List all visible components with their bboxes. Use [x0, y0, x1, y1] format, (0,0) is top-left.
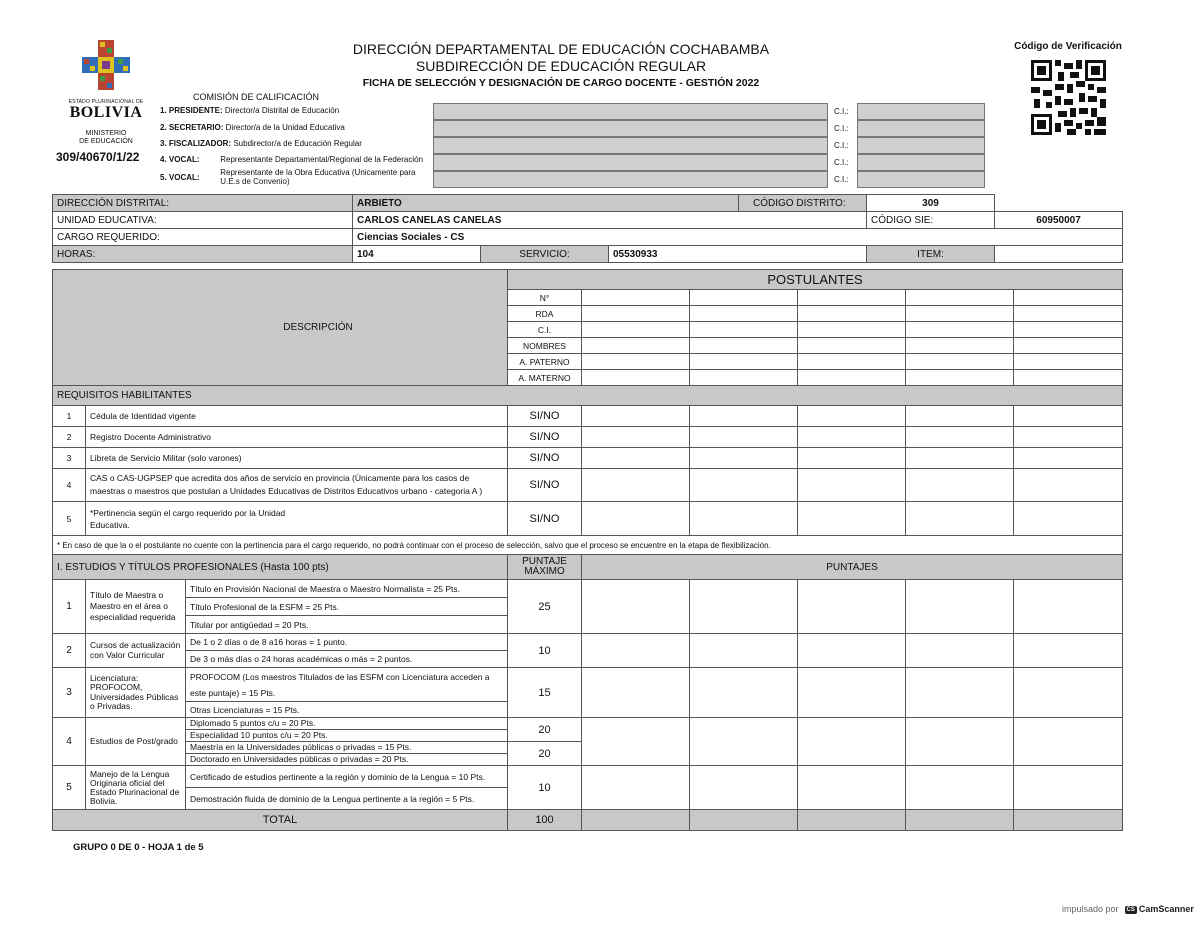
estudio-item: Título Profesional de la ESFM = 25 Pts.	[186, 598, 508, 616]
req-text: *Pertinencia según el cargo requerido por la Unidad Educativa.	[86, 502, 508, 536]
estudio-name: Título de Maestra o Maestro en el área o especialidad requerida	[86, 580, 186, 634]
cell[interactable]	[690, 469, 798, 502]
cell[interactable]	[906, 766, 1014, 810]
cell[interactable]	[1014, 354, 1123, 370]
total-cell[interactable]	[798, 810, 906, 831]
cell[interactable]	[690, 718, 798, 766]
cell[interactable]	[582, 370, 690, 386]
estudio-max: 20	[508, 742, 582, 766]
cell[interactable]	[690, 668, 798, 718]
member-1-name-field[interactable]	[433, 103, 828, 120]
cell[interactable]	[1014, 448, 1123, 469]
camscanner-name: CamScanner	[1138, 904, 1194, 914]
cell[interactable]	[690, 306, 798, 322]
ci-label: C.I.:	[834, 141, 849, 150]
estudio-item: Otras Licenciaturas = 15 Pts.	[186, 702, 508, 718]
cell[interactable]	[1014, 766, 1123, 810]
form-title: FICHA DE SELECCIÓN Y DESIGNACIÓN DE CARGO DOCENTE - GESTIÓN 2022	[362, 77, 760, 89]
ci-label: C.I.:	[834, 124, 849, 133]
impulsado-text: impulsado por	[1062, 904, 1119, 914]
cell[interactable]	[798, 406, 906, 427]
member-role: 3. FISCALIZADOR:	[160, 139, 232, 148]
cell[interactable]	[798, 306, 906, 322]
cell[interactable]	[582, 634, 690, 668]
cell[interactable]	[690, 502, 798, 536]
servicio-label: SERVICIO:	[481, 246, 609, 263]
req-text: Registro Docente Administrativo	[86, 427, 508, 448]
evaluation-table	[52, 269, 1123, 831]
cell[interactable]	[798, 766, 906, 810]
cell[interactable]	[582, 322, 690, 338]
camscanner-logo-icon: CS	[1126, 906, 1135, 913]
field-paterno: A. PATERNO	[508, 354, 582, 370]
pertinencia-note: * En caso de que la o el postulante no cuente con la pertinencia para el cargo requerido, no podrá continuar con el proceso de selección, salvo que el proceso se encuentre en la etapa de flexibilización.	[53, 536, 1123, 555]
req-number: 1	[53, 406, 86, 427]
estudio-max: 15	[508, 668, 582, 718]
cell[interactable]	[582, 766, 690, 810]
field-rda: RDA	[508, 306, 582, 322]
cell[interactable]	[906, 427, 1014, 448]
req-number: 4	[53, 469, 86, 502]
cell[interactable]	[798, 668, 906, 718]
member-5-ci-field[interactable]	[857, 171, 985, 188]
field-ci: C.I.	[508, 322, 582, 338]
estudio-max: 10	[508, 634, 582, 668]
cell[interactable]	[798, 322, 906, 338]
member-desc: Director/a de la Unidad Educativa	[225, 123, 345, 132]
camscanner-watermark	[1062, 904, 1194, 914]
cell[interactable]	[906, 338, 1014, 354]
cell[interactable]	[906, 502, 1014, 536]
estudio-name: Manejo de la Lengua Originaria oficial del Estado Plurinacional de Bolivia.	[86, 766, 186, 810]
cell[interactable]	[906, 469, 1014, 502]
estudio-item: Demostración fluida de dominio de la Lengua pertinente a la región = 5 Pts.	[186, 788, 508, 810]
req-value: SI/NO	[508, 448, 582, 469]
estudio-item: Título en Provisión Nacional de Maestra o Maestro Normalista = 25 Pts.	[186, 580, 508, 598]
cell[interactable]	[582, 469, 690, 502]
field-nombres: NOMBRES	[508, 338, 582, 354]
estudio-max: 10	[508, 766, 582, 810]
commission-member-1	[160, 103, 339, 119]
cell[interactable]	[582, 290, 690, 306]
member-desc: Representante de la Obra Educativa (Unicamente para U.E.s de Convenio)	[220, 168, 416, 186]
total-label: TOTAL	[53, 810, 508, 831]
member-role: 2. SECRETARIO:	[160, 123, 224, 132]
estudio-item: Especialidad 10 puntos c/u = 20 Pts.	[186, 730, 508, 742]
total-cell[interactable]	[906, 810, 1014, 831]
cell[interactable]	[1014, 427, 1123, 448]
cell[interactable]	[798, 290, 906, 306]
postulantes-header: POSTULANTES	[508, 270, 1123, 290]
qr-label: Código de Verificación	[1014, 41, 1122, 52]
cell[interactable]	[906, 406, 1014, 427]
cell[interactable]	[906, 370, 1014, 386]
total-cell[interactable]	[1014, 810, 1123, 831]
cell[interactable]	[1014, 718, 1123, 766]
horas-label: HORAS:	[53, 246, 353, 263]
estudio-number: 2	[53, 634, 86, 668]
cell[interactable]	[906, 306, 1014, 322]
member-4-name-field[interactable]	[433, 154, 828, 171]
wiphala-cross-icon	[82, 40, 130, 90]
estudio-number: 1	[53, 580, 86, 634]
cell[interactable]	[582, 406, 690, 427]
cell[interactable]	[906, 718, 1014, 766]
cell[interactable]	[690, 766, 798, 810]
cell[interactable]	[690, 290, 798, 306]
member-role: 5. VOCAL:	[160, 173, 200, 182]
cell[interactable]	[1014, 469, 1123, 502]
cell[interactable]	[690, 322, 798, 338]
cell[interactable]	[798, 634, 906, 668]
commission-member-3	[160, 136, 362, 152]
cell[interactable]	[582, 668, 690, 718]
logo-state-text: ESTADO PLURINACIONAL DE	[68, 99, 144, 105]
cargo-label: CARGO REQUERIDO:	[53, 229, 353, 246]
cell[interactable]	[1014, 502, 1123, 536]
field-materno: A. MATERNO	[508, 370, 582, 386]
unidad-label: UNIDAD EDUCATIVA:	[53, 212, 353, 229]
horas-value: 104	[353, 246, 481, 263]
cell[interactable]	[1014, 580, 1123, 634]
member-role: 4. VOCAL:	[160, 155, 200, 164]
cell[interactable]	[1014, 322, 1123, 338]
cell[interactable]	[690, 427, 798, 448]
estudio-name: Estudios de Post/grado	[86, 718, 186, 766]
cell[interactable]	[1014, 406, 1123, 427]
req-value: SI/NO	[508, 469, 582, 502]
cell[interactable]	[906, 322, 1014, 338]
cell[interactable]	[798, 469, 906, 502]
requisitos-header: REQUISITOS HABILITANTES	[53, 386, 1123, 406]
cell[interactable]	[582, 354, 690, 370]
cell[interactable]	[798, 370, 906, 386]
cell[interactable]	[1014, 668, 1123, 718]
qr-code-icon[interactable]	[1031, 60, 1106, 135]
cell[interactable]	[690, 406, 798, 427]
cargo-value: Ciencias Sociales - CS	[353, 229, 1123, 246]
group-page-indicator: GRUPO 0 DE 0 - HOJA 1 de 5	[73, 842, 204, 853]
direccion-label: DIRECCIÓN DISTRITAL:	[53, 195, 353, 212]
cell[interactable]	[1014, 370, 1123, 386]
cell[interactable]	[582, 502, 690, 536]
cell[interactable]	[1014, 290, 1123, 306]
estudio-item: Maestría en la Universidades públicas o privadas = 15 Pts.	[186, 742, 508, 754]
estudios-header: I. ESTUDIOS Y TÍTULOS PROFESIONALES (Hasta 100 pts)	[53, 555, 508, 580]
cell[interactable]	[1014, 338, 1123, 354]
codigo-distrito-value: 309	[867, 195, 995, 212]
member-5-name-field[interactable]	[433, 171, 828, 188]
req-value: SI/NO	[508, 427, 582, 448]
member-4-ci-field[interactable]	[857, 154, 985, 171]
cell[interactable]	[798, 427, 906, 448]
cell[interactable]	[798, 338, 906, 354]
cell[interactable]	[690, 370, 798, 386]
ci-label: C.I.:	[834, 175, 849, 184]
logo-country-text: BOLIVIA	[69, 104, 143, 121]
ci-label: C.I.:	[834, 158, 849, 167]
cell[interactable]	[690, 580, 798, 634]
commission-title: COMISIÓN DE CALIFICACIÓN	[193, 92, 320, 102]
member-desc: Director/a Distrital de Educación	[224, 106, 340, 115]
cell[interactable]	[582, 448, 690, 469]
descripcion-header: DESCRIPCIÓN	[53, 270, 508, 386]
cell[interactable]	[582, 338, 690, 354]
member-3-name-field[interactable]	[433, 137, 828, 154]
member-2-ci-field[interactable]	[857, 120, 985, 137]
puntaje-maximo-header: PUNTAJE MÁXIMO	[508, 555, 582, 580]
cell[interactable]	[906, 668, 1014, 718]
unidad-value: CARLOS CANELAS CANELAS	[353, 212, 867, 229]
cell[interactable]	[1014, 634, 1123, 668]
req-text: CAS o CAS-UGPSEP que acredita dos años de servicio en provincia (Únicamente para los casos de maestras o maestros que postulan a Unidades Educativas de Distritos Educativos urbano - categoria A )	[86, 469, 508, 502]
req-number: 5	[53, 502, 86, 536]
cell[interactable]	[906, 634, 1014, 668]
cell[interactable]	[582, 427, 690, 448]
total-cell[interactable]	[582, 810, 690, 831]
cell[interactable]	[690, 354, 798, 370]
total-max: 100	[508, 810, 582, 831]
ci-label: C.I.:	[834, 107, 849, 116]
estudio-item: Diplomado 5 puntos c/u = 20 Pts.	[186, 718, 508, 730]
cell[interactable]	[1014, 306, 1123, 322]
req-text: Cédula de Identidad vigente	[86, 406, 508, 427]
puntajes-header: PUNTAJES	[582, 555, 1123, 580]
field-n: N°	[508, 290, 582, 306]
req-number: 2	[53, 427, 86, 448]
estudio-item: De 1 o 2 días o de 8 a16 horas = 1 punto.	[186, 634, 508, 651]
page-subtitle: SUBDIRECCIÓN DE EDUCACIÓN REGULAR	[415, 58, 707, 74]
servicio-value: 05530933	[609, 246, 867, 263]
estudio-item: Doctorado en Universidades públicas o privadas = 20 Pts.	[186, 754, 508, 766]
estudio-max: 20	[508, 718, 582, 742]
member-desc: Representante Departamental/Regional de la Federación	[220, 155, 424, 164]
logo-ministry-text: MINISTERIO DE EDUCACIÓN	[79, 130, 133, 145]
commission-member-5	[160, 168, 420, 188]
estudio-number: 3	[53, 668, 86, 718]
estudio-item: Titular por antigüedad = 20 Pts.	[186, 616, 508, 634]
estudio-item: PROFOCOM (Los maestros Titulados de las ESFM con Licenciatura acceden a este puntaje) = 15 Pts.	[186, 668, 508, 702]
item-value[interactable]	[995, 246, 1123, 263]
page-title: DIRECCIÓN DEPARTAMENTAL DE EDUCACIÓN COCHABAMBA	[352, 41, 770, 57]
cell[interactable]	[582, 718, 690, 766]
cell[interactable]	[582, 580, 690, 634]
estudio-item: Certificado de estudios pertinente a la región y dominio de la Lengua = 10 Pts.	[186, 766, 508, 788]
member-role: 1. PRESIDENTE:	[160, 106, 223, 115]
estudio-name: Licenciatura: PROFOCOM, Universidades Públicas o Privadas.	[86, 668, 186, 718]
member-3-ci-field[interactable]	[857, 137, 985, 154]
estudio-number: 4	[53, 718, 86, 766]
estudio-number: 5	[53, 766, 86, 810]
estudio-item: De 3 o más días o 24 horas académicas o más = 2 puntos.	[186, 651, 508, 668]
cell[interactable]	[798, 502, 906, 536]
direccion-value: ARBIETO	[353, 195, 739, 212]
total-cell[interactable]	[690, 810, 798, 831]
commission-member-4	[160, 152, 423, 168]
codigo-distrito-label: CÓDIGO DISTRITO:	[739, 195, 867, 212]
member-desc: Subdirector/a de Educación Regular	[233, 139, 362, 148]
cell[interactable]	[798, 354, 906, 370]
req-value: SI/NO	[508, 502, 582, 536]
member-1-ci-field[interactable]	[857, 103, 985, 120]
document-code: 309/40670/1/22	[56, 150, 140, 164]
req-text: Libreta de Servicio Militar (solo varones)	[86, 448, 508, 469]
codigo-sie-value: 60950007	[995, 212, 1123, 229]
req-number: 3	[53, 448, 86, 469]
member-2-name-field[interactable]	[433, 120, 828, 137]
item-label: ITEM:	[867, 246, 995, 263]
codigo-sie-label: CÓDIGO SIE:	[867, 212, 995, 229]
cell[interactable]	[906, 354, 1014, 370]
estudio-max: 25	[508, 580, 582, 634]
cell[interactable]	[690, 634, 798, 668]
cell[interactable]	[798, 448, 906, 469]
cell[interactable]	[582, 306, 690, 322]
estudio-name: Cursos de actualización con Valor Curricular	[86, 634, 186, 668]
req-value: SI/NO	[508, 406, 582, 427]
cell[interactable]	[798, 580, 906, 634]
cell[interactable]	[690, 338, 798, 354]
commission-member-2	[160, 120, 345, 136]
cell[interactable]	[906, 580, 1014, 634]
cell[interactable]	[906, 290, 1014, 306]
info-table	[52, 194, 1123, 263]
cell[interactable]	[906, 448, 1014, 469]
cell[interactable]	[798, 718, 906, 766]
cell[interactable]	[690, 448, 798, 469]
